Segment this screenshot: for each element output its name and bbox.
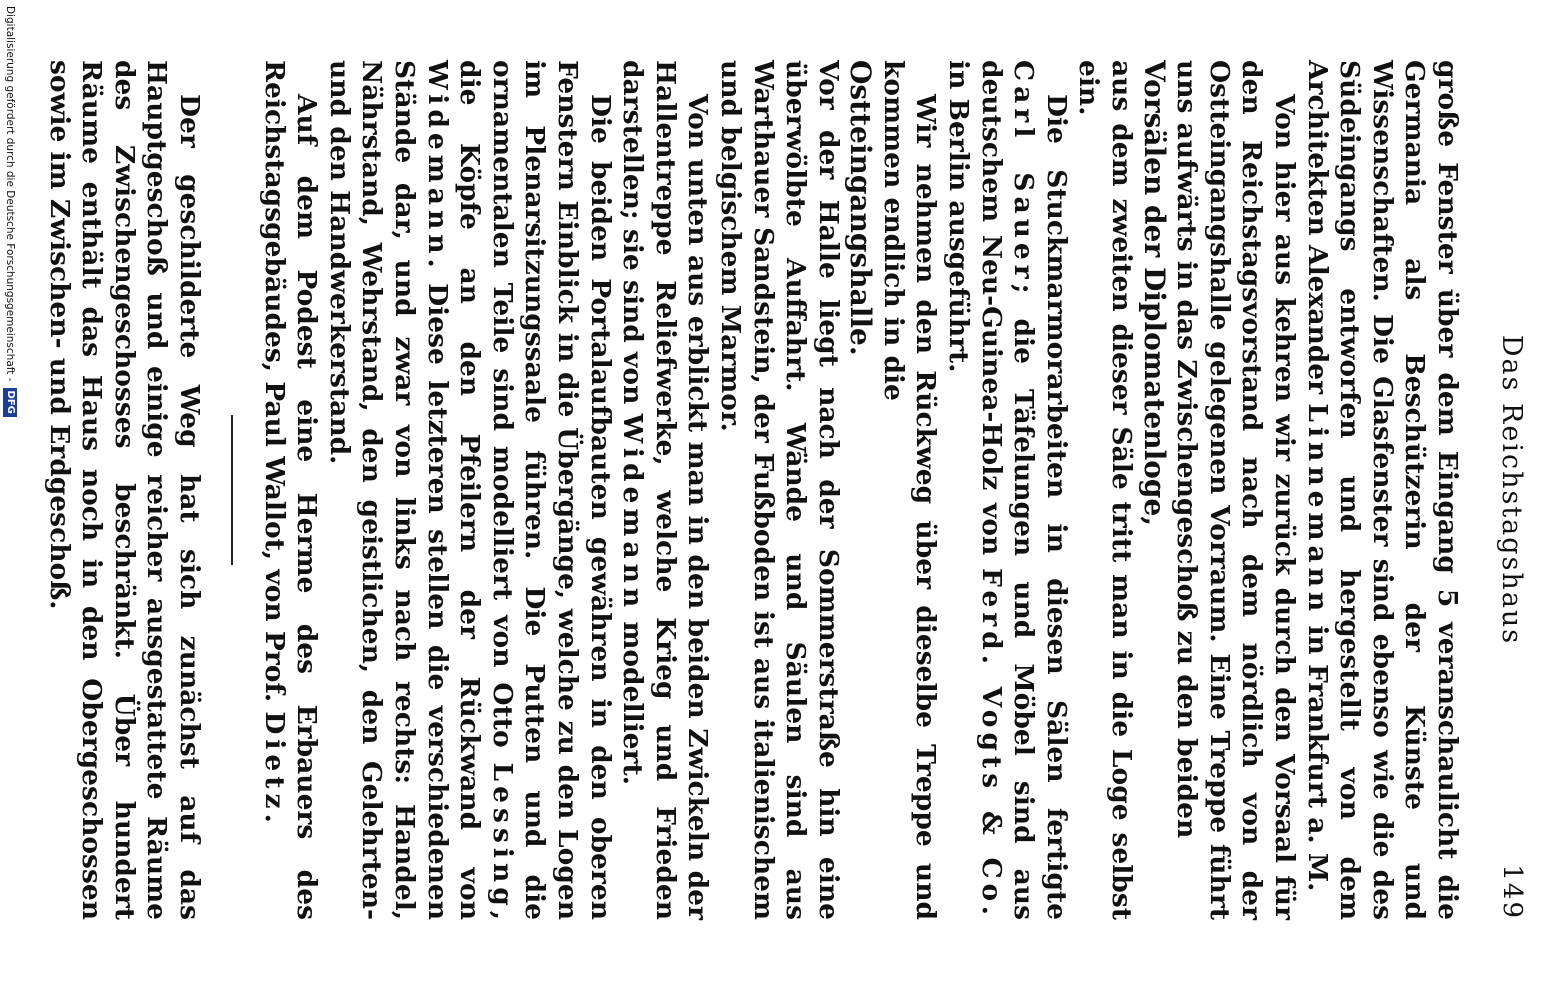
paragraph-5: Wir nehmen den Rückweg über dieselbe Treppe und kommen endlich in die: [877, 60, 942, 920]
text-run: modelliert.: [617, 621, 649, 785]
paragraph-1: [1300, 60, 1463, 920]
digitization-credit: [1, 0, 19, 1000]
text-run: in Frankfurt a. M.: [1301, 625, 1333, 892]
running-title: Das Reichstagshaus: [1496, 334, 1527, 646]
text-run: Auf dem Podest eine Herme des Erbauers des Reichstagsgebäudes, Paul Wallot, von Prof.: [258, 60, 323, 920]
text-run: Die beiden Portalaufbauten gewähren in den oberen Fenstern Einblick in die Übergänge, welche zu den Logen im Plenarsitzungssaale führen. Die Putten und die ornamentalen Teile sind modelliert von Otto: [486, 60, 616, 920]
person-name: Carl Sauer: [1008, 60, 1040, 284]
text-run: . Diese letzteren stellen die verschiedenen Stände dar, und zwar von links nach rechts: Handel, Nährstand, Wehrstand, den geistlichen, den Gelehrten- und den Handwerkerstand.: [323, 60, 453, 920]
text-run: Von unten aus erblickt man in den beiden Zwickeln der Hallentreppe Reliefwerke, welche Krieg und Frieden darstellen; sie sind von: [617, 60, 714, 920]
dfg-logo: DFG: [3, 388, 17, 417]
person-name: Lessing: [486, 762, 518, 911]
person-name: Linnemann: [1301, 403, 1333, 617]
text-run: in Berlin ausgeführt.: [943, 60, 975, 373]
paragraph-2: Von hier aus kehren wir zurück durch den Vorsaal für den Reichstagsvorstand nach dem nördlich von der Ostteingangshalle gelegenen Vorraum. Eine Treppe führt uns aufwärts in das Zwischengeschoß zu den beiden: [1171, 60, 1301, 920]
text-run: große Fenster über dem Eingang 5 veranschaulicht die Germania als Beschützerin der Künste und Wissenschaften. Die Glasfenster sind ebenso wie die des Südeingangs entworfen und hergestellt von dem Architekten Alexander: [1301, 60, 1463, 920]
paragraph-9: [257, 60, 322, 920]
paragraph-4: [942, 60, 1072, 920]
paragraph-3: aus dem zweiten dieser Säle tritt man in die Loge selbst ein.: [1073, 60, 1138, 920]
section-heading-diplomatenloge: Vorsälen der Diplomatenloge,: [1137, 60, 1171, 527]
text-run: Die Stuckmarmorarbeiten in diesen Sälen fertigte: [1040, 94, 1072, 920]
person-name: Widemann: [617, 413, 649, 613]
running-head: [1487, 60, 1527, 920]
person-name: Widemann: [421, 60, 453, 259]
section-heading-ostteingangshalle: Ostteingangshalle.: [844, 60, 878, 356]
text-run: , die Köpfe an den Pfeilern der Rückwand von: [454, 60, 518, 920]
company-name: Ferd. Vogts & Co.: [975, 568, 1007, 920]
person-name: Dietz: [258, 711, 290, 814]
credit-text: Digitalisierung gefördert durch die Deutsche Forschungsgemeinschaft -: [4, 6, 16, 382]
paragraph-8: [322, 60, 615, 920]
paragraph-10: Der geschilderte Weg hat sich zunächst auf das Hauptgeschoß und einige reicher ausgestattete Räume des Zwischengeschosses beschränkt. Über hundert Räume enthält das Haus noch in den Obergeschossen sowie im Zwischen- und Erdgeschoß.: [43, 60, 206, 920]
body-text: [42, 60, 1463, 920]
section-divider: [231, 415, 233, 565]
text-run: .: [258, 813, 290, 823]
text-run: ; die Täfelungen und Möbel sind aus deutschem Neu-Guinea-Holz von: [975, 60, 1040, 920]
paragraph-6: Vor der Halle liegt nach der Sommerstraße hin eine überwölbte Auffahrt. Wände und Säulen sind aus Warthauer Sandstein, der Fußboden ist aus italienischem und belgischem Marmor.: [714, 60, 844, 920]
page-number: 149: [1497, 864, 1527, 920]
paragraph-7: [616, 60, 714, 920]
